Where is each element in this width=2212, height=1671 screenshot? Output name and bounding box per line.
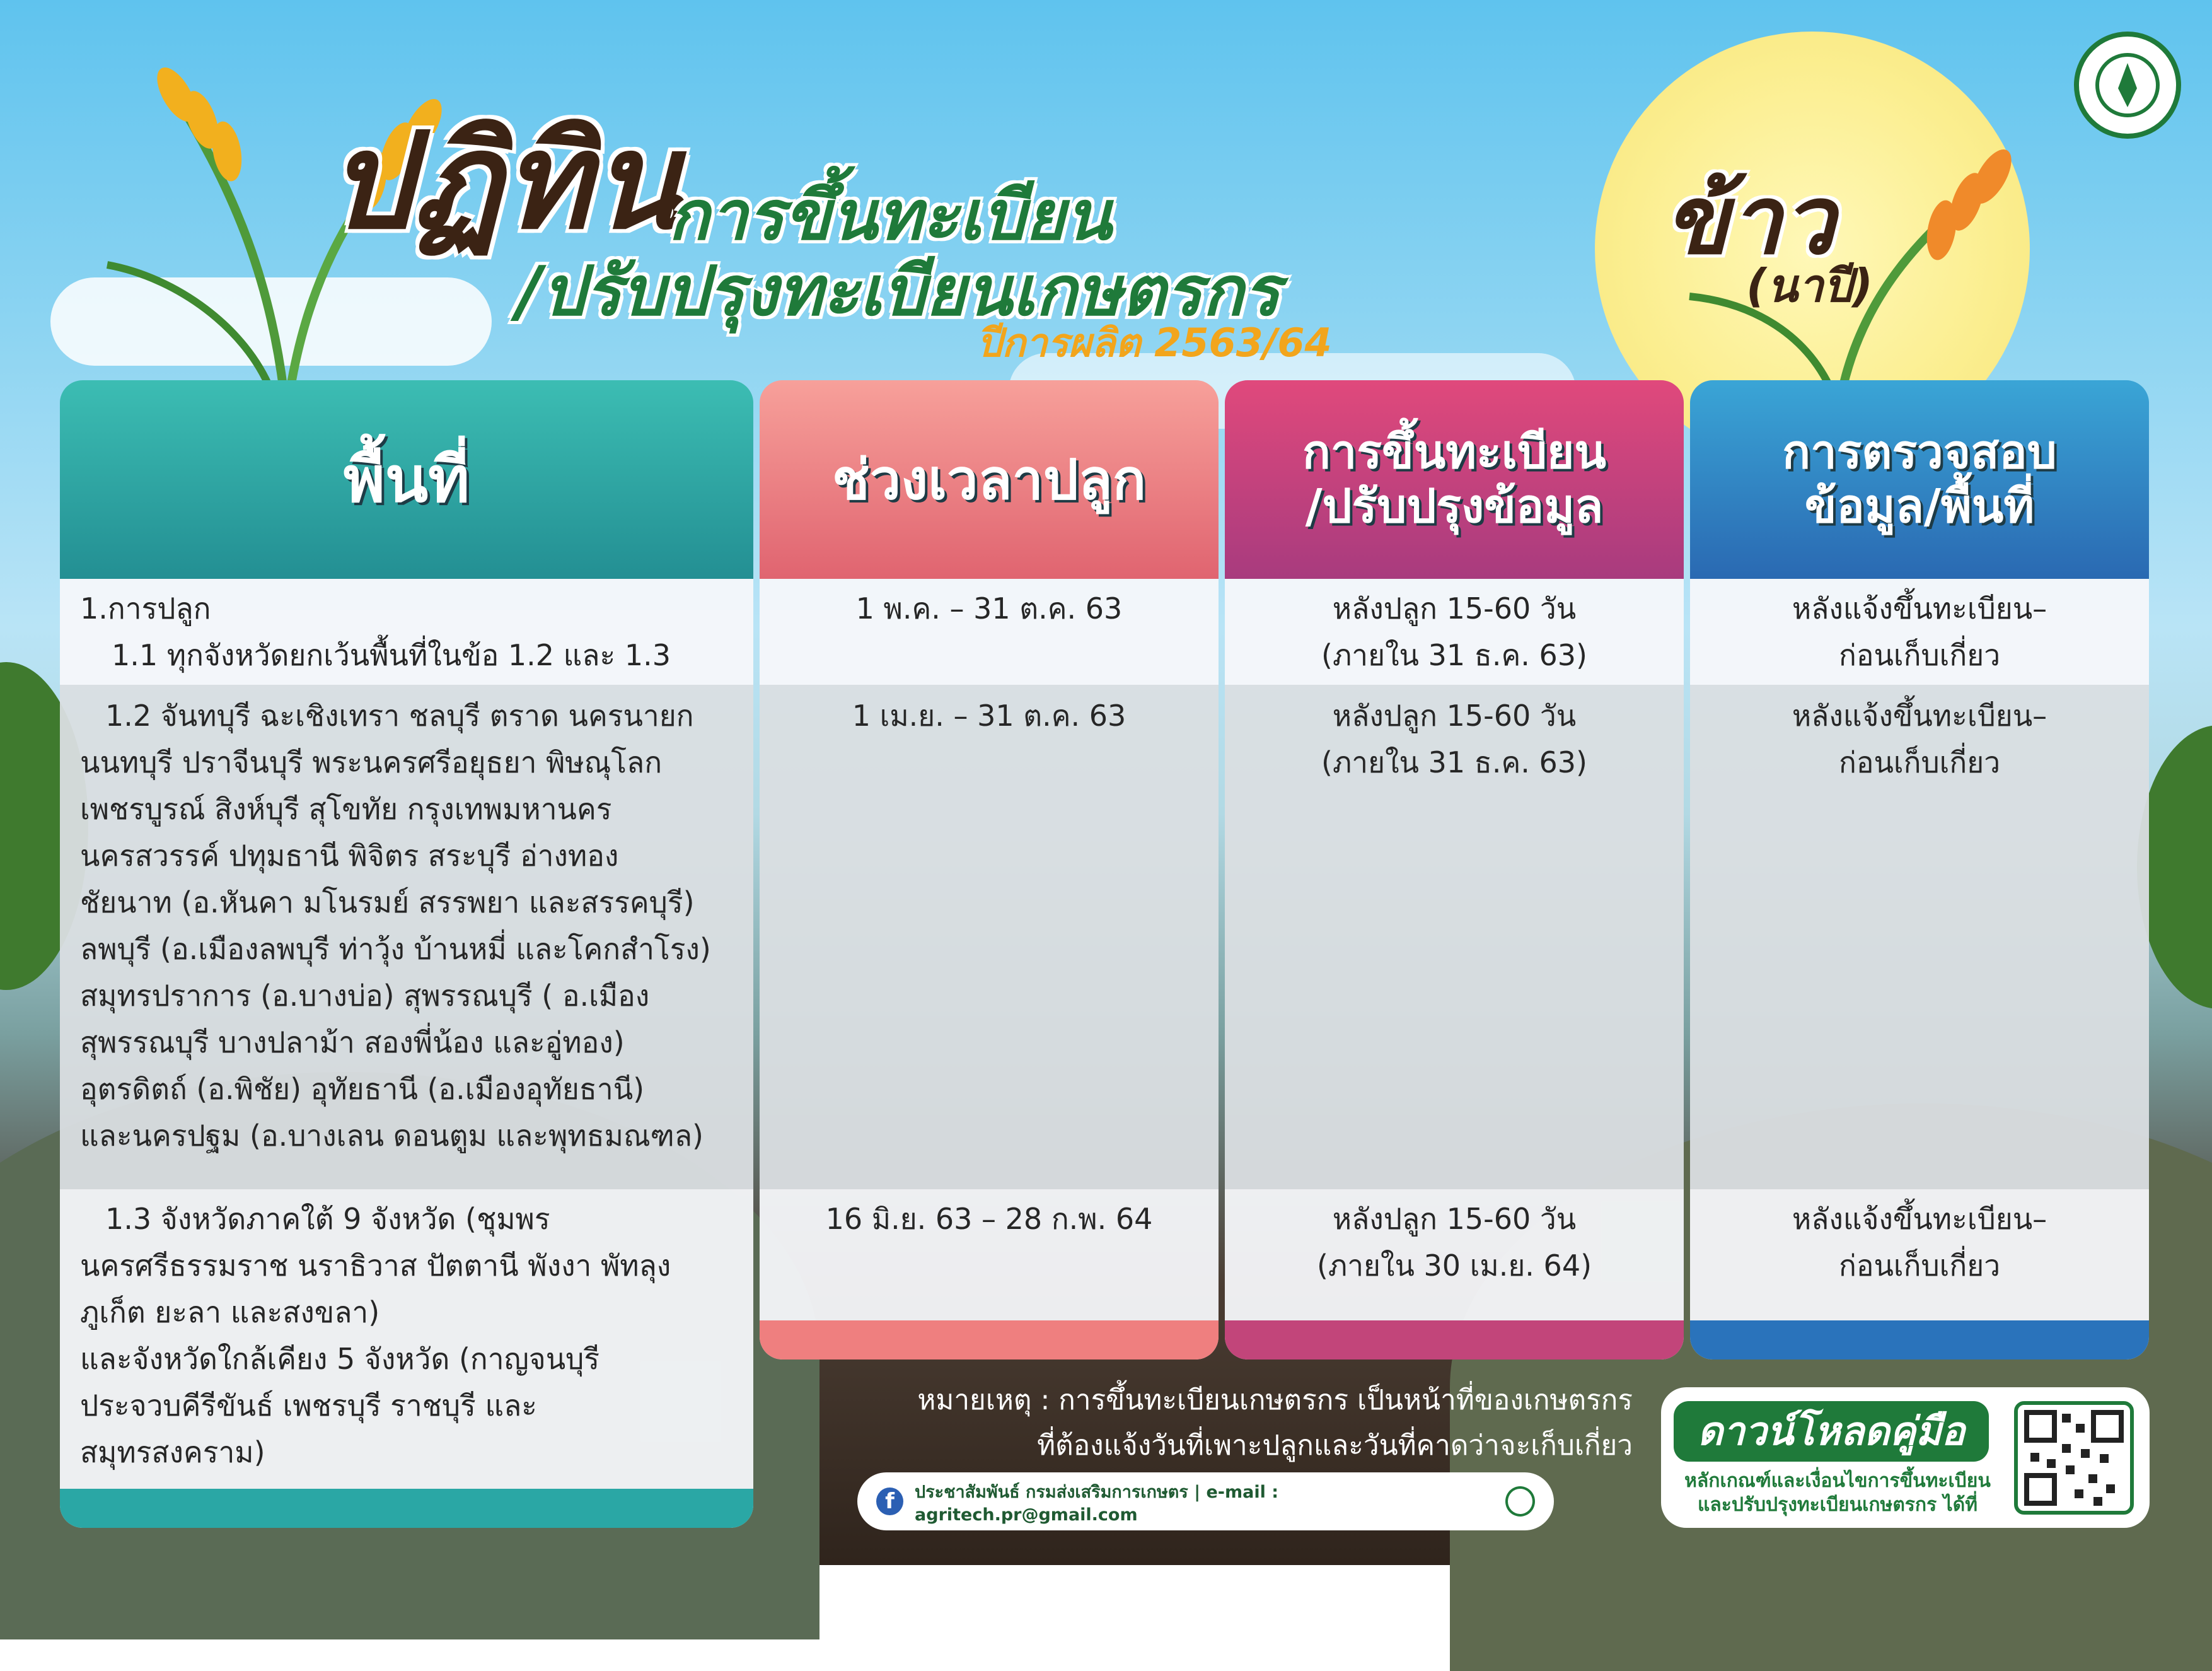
department-mini-logo-icon [1505,1486,1535,1517]
register-row-2-line: (ภายใน 31 ธ.ค. 63) [1321,745,1587,779]
verify-row-3 [1690,1196,2149,1289]
crop-title: ข้าว [1664,166,1835,276]
period-column [760,380,1219,1360]
register-header-label: การขึ้นทะเบียน /ปรับปรุงข้อมูล [1302,425,1606,533]
area-header [60,380,753,579]
register-row-1 [1225,585,1684,678]
register-column [1225,380,1684,1360]
area-row-2-line: สุพรรณบุรี บางปลาม้า สองพี่น้อง และอู่ทอง) [80,1025,625,1059]
verify-row-2-line: หลังแจ้งขึ้นทะเบียน– [1792,699,2047,733]
production-year: ปีการผลิต 2563/64 [977,320,1332,366]
download-description-line2: และปรับปรุงทะเบียนเกษตรกร ได้ที่ [1698,1494,1977,1516]
area-column [60,380,753,1528]
period-header [760,380,1219,579]
page-title: ปฏิทิน [328,104,684,259]
register-row-1-line: หลังปลูก 15-60 วัน [1332,591,1577,626]
register-row-1-line: (ภายใน 31 ธ.ค. 63) [1321,638,1587,672]
area-row-2-line: เพชรบูรณ์ สิงห์บุรี สุโขทัย กรุงเทพมหานคร [80,792,612,826]
area-row-3-line: สมุทรสงคราม) [80,1435,265,1469]
area-row-2-line: และนครปฐม (อ.บางเลน ดอนตูม และพุทธมณฑล) [80,1119,704,1153]
period-row-1: 1 พ.ค. – 31 ต.ค. 63 [855,591,1123,626]
register-header [1225,380,1684,579]
area-row-2-line: อุตรดิตถ์ (อ.พิชัย) อุทัยธานี (อ.เมืองอุทัยธานี) [80,1072,645,1106]
area-row-1-line: 1.การปลูก [80,591,211,626]
area-row-2-line: นครสวรรค์ ปทุมธานี พิจิตร สระบุรี อ่างทอง [80,839,619,873]
area-row-3-line: ประจวบคีรีขันธ์ เพชรบุรี ราชบุรี และ [80,1389,537,1423]
period-row-2: 1 เม.ย. – 31 ต.ค. 63 [852,699,1126,733]
verify-header-label: การตรวจสอบ ข้อมูล/พื้นที่ [1782,425,2057,533]
area-row-2 [60,692,753,1159]
verify-row-1-line: หลังแจ้งขึ้นทะเบียน– [1792,591,2047,626]
verify-row-2 [1690,692,2149,786]
download-description-line1: หลักเกณฑ์และเงื่อนไขการขึ้นทะเบียน [1684,1470,1991,1492]
footnote-line1: หมายเหตุ : การขึ้นทะเบียนเกษตรกร เป็นหน้าที่ของเกษตรกร [917,1384,1633,1416]
register-row-2-line: หลังปลูก 15-60 วัน [1332,699,1577,733]
area-row-3 [60,1196,753,1476]
area-row-2-line: 1.2 จันทบุรี ฉะเชิงเทรา ชลบุรี ตราด นครนายก [105,699,694,733]
verify-row-3-line: หลังแจ้งขึ้นทะเบียน– [1792,1202,2047,1236]
department-logo-icon [2074,32,2181,139]
area-row-3-line: และจังหวัดใกล้เคียง 5 จังหวัด (กาญจนบุรี [80,1342,600,1376]
area-header-label: พื้นที่ [343,443,470,516]
footnote-line2: ที่ต้องแจ้งวันที่เพาะปลูกและวันที่คาดว่าจะเก็บเกี่ยว [1037,1429,1633,1462]
register-row-3-line: หลังปลูก 15-60 วัน [1332,1202,1577,1236]
crop-type: (นาปี) [1746,259,1873,312]
facebook-icon[interactable]: f [876,1488,903,1515]
verify-row-2-line: ก่อนเก็บเกี่ยว [1838,745,2001,779]
period-header-label: ช่วงเวลาปลูก [831,446,1146,512]
page-subtitle-line2: /ปรับปรุงทะเบียนเกษตรกร [517,252,1280,331]
register-row-3-line: (ภายใน 30 เม.ย. 64) [1316,1249,1592,1283]
area-row-2-line: ลพบุรี (อ.เมืองลพบุรี ท่าวุ้ง บ้านหมี่ และโคกสำโรง) [80,932,711,966]
verify-row-3-line: ก่อนเก็บเกี่ยว [1838,1249,2001,1283]
area-row-3-line: 1.3 จังหวัดภาคใต้ 9 จังหวัด (ชุมพร [105,1202,550,1236]
register-row-2 [1225,692,1684,786]
download-manual-button[interactable]: ดาวน์โหลดคู่มือ [1674,1401,1989,1462]
page-subtitle-line1: การขึ้นทะเบียน [668,177,1112,255]
download-box [1661,1387,2150,1528]
verify-row-1 [1690,585,2149,678]
verify-row-1-line: ก่อนเก็บเกี่ยว [1838,638,2001,672]
contact-bar[interactable] [857,1472,1554,1530]
verify-column [1690,380,2149,1360]
footnote [794,1378,1633,1469]
download-description [1674,1469,2001,1517]
area-row-2-line: ชัยนาท (อ.หันคา มโนรมย์ สรรพยา และสรรคบุรี) [80,885,695,919]
qr-code-icon[interactable] [2014,1401,2134,1515]
contact-text: ประชาสัมพันธ์ กรมส่งเสริมการเกษตร | e-mail : agritech.pr@gmail.com [915,1482,1279,1525]
period-row-3: 16 มิ.ย. 63 – 28 ก.พ. 64 [825,1202,1153,1236]
area-row-3-line: นครศรีธรรมราช นราธิวาส ปัตตานี พังงา พัทลุง [80,1249,671,1283]
area-row-2-line: สมุทรปราการ (อ.บางบ่อ) สุพรรณบุรี ( อ.เมือง [80,979,650,1013]
area-row-1 [60,585,753,678]
area-row-2-line: นนทบุรี ปราจีนบุรี พระนครศรีอยุธยา พิษณุโลก [80,745,663,779]
verify-header [1690,380,2149,579]
register-row-3 [1225,1196,1684,1289]
area-row-1-line: 1.1 ทุกจังหวัดยกเว้นพื้นที่ในข้อ 1.2 และ 1.3 [112,638,671,672]
area-row-3-line: ภูเก็ต ยะลา และสงขลา) [80,1295,380,1329]
